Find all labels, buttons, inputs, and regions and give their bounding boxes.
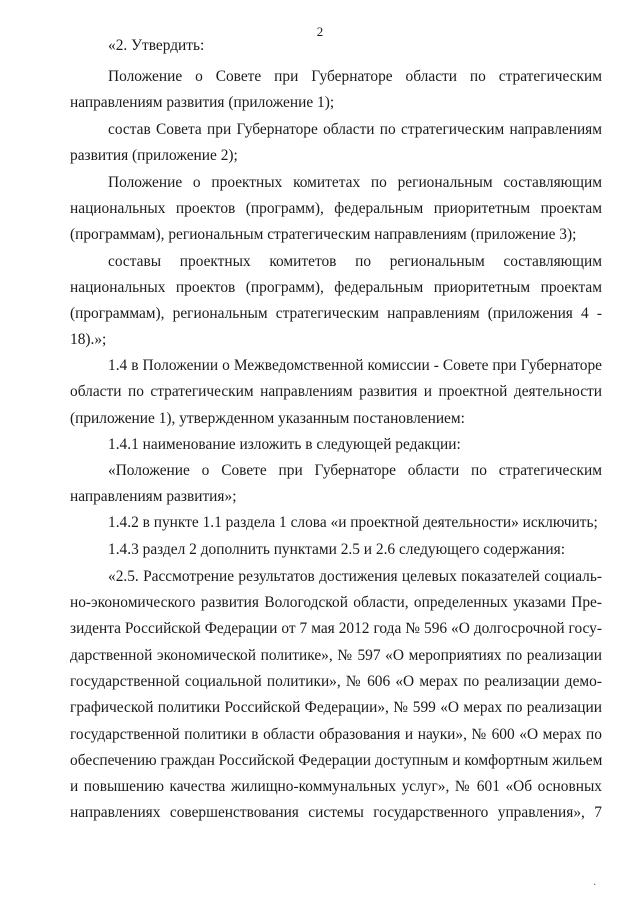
text-line: 18).»;: [70, 331, 107, 348]
text-line: но-экономического развития Вологодской области, определенных указами Пре-: [70, 594, 602, 611]
text-line: 1.4.1 наименование изложить в следующей редакции:: [108, 436, 461, 453]
text-line: (программам), региональным стратегическим направлениям (приложения 4 -: [70, 305, 602, 322]
text-line: области по стратегическим направлениям развития и проектной деятельности: [70, 383, 602, 400]
text-line: зидента Российской Федерации от 7 мая 2012 года № 596 «О долгосрочной госу-: [70, 620, 602, 637]
text-line: национальных проектов (программ), федеральным приоритетным проектам: [70, 279, 602, 296]
text-line: (программам), региональным стратегическим направлениям (приложение 3);: [70, 226, 577, 243]
text-line: «Положение о Совете при Губернаторе области по стратегическим: [108, 462, 602, 479]
scan-speck: ·: [593, 880, 597, 891]
text-line: направлениям развития (приложение 1);: [70, 94, 335, 111]
text-line: национальных проектов (программ), федеральным приоритетным проектам: [70, 200, 602, 217]
text-line: Положение о Совете при Губернаторе области по стратегическим: [108, 68, 602, 85]
text-line: государственной социальной политики», № 606 «О мерах по реализации демо-: [70, 673, 602, 690]
text-line: составы проектных комитетов по региональным составляющим: [108, 253, 602, 270]
text-line: состав Совета при Губернаторе области по стратегическим направлениям: [108, 121, 602, 138]
text-line: направлениям развития»;: [70, 488, 237, 505]
text-line: и повышению качества жилищно-коммунальных услуг», № 601 «Об основных: [70, 778, 602, 795]
text-line: 1.4 в Положении о Межведомственной комиссии - Совете при Губернаторе: [108, 357, 602, 374]
text-line: «2.5. Рассмотрение результатов достижения целевых показателей социаль-: [108, 568, 602, 585]
page-number: 2: [316, 24, 324, 39]
text-line: «2. Утвердить:: [108, 37, 205, 54]
text-line: (приложение 1), утвержденном указанным постановлением:: [70, 410, 465, 427]
text-line: направлениях совершенствования системы государственного управления», 7: [70, 804, 602, 821]
text-line: 1.4.3 раздел 2 дополнить пунктами 2.5 и 2.6 следующего содержания:: [108, 541, 566, 558]
text-line: обеспечению граждан Российской Федерации доступным и комфортным жильем: [70, 752, 603, 769]
text-line: развития (приложение 2);: [70, 147, 238, 164]
text-line: 1.4.2 в пункте 1.1 раздела 1 слова «и проектной деятельности» исключить;: [108, 514, 598, 531]
text-line: государственной политики в области образования и науки», № 600 «О мерах по: [70, 726, 602, 743]
text-line: дарственной экономической политике», № 597 «О мероприятиях по реализации: [70, 647, 602, 664]
text-line: Положение о проектных комитетах по региональным составляющим: [108, 174, 602, 191]
text-line: графической политики Российской Федерации», № 599 «О мерах по реализации: [70, 699, 602, 716]
